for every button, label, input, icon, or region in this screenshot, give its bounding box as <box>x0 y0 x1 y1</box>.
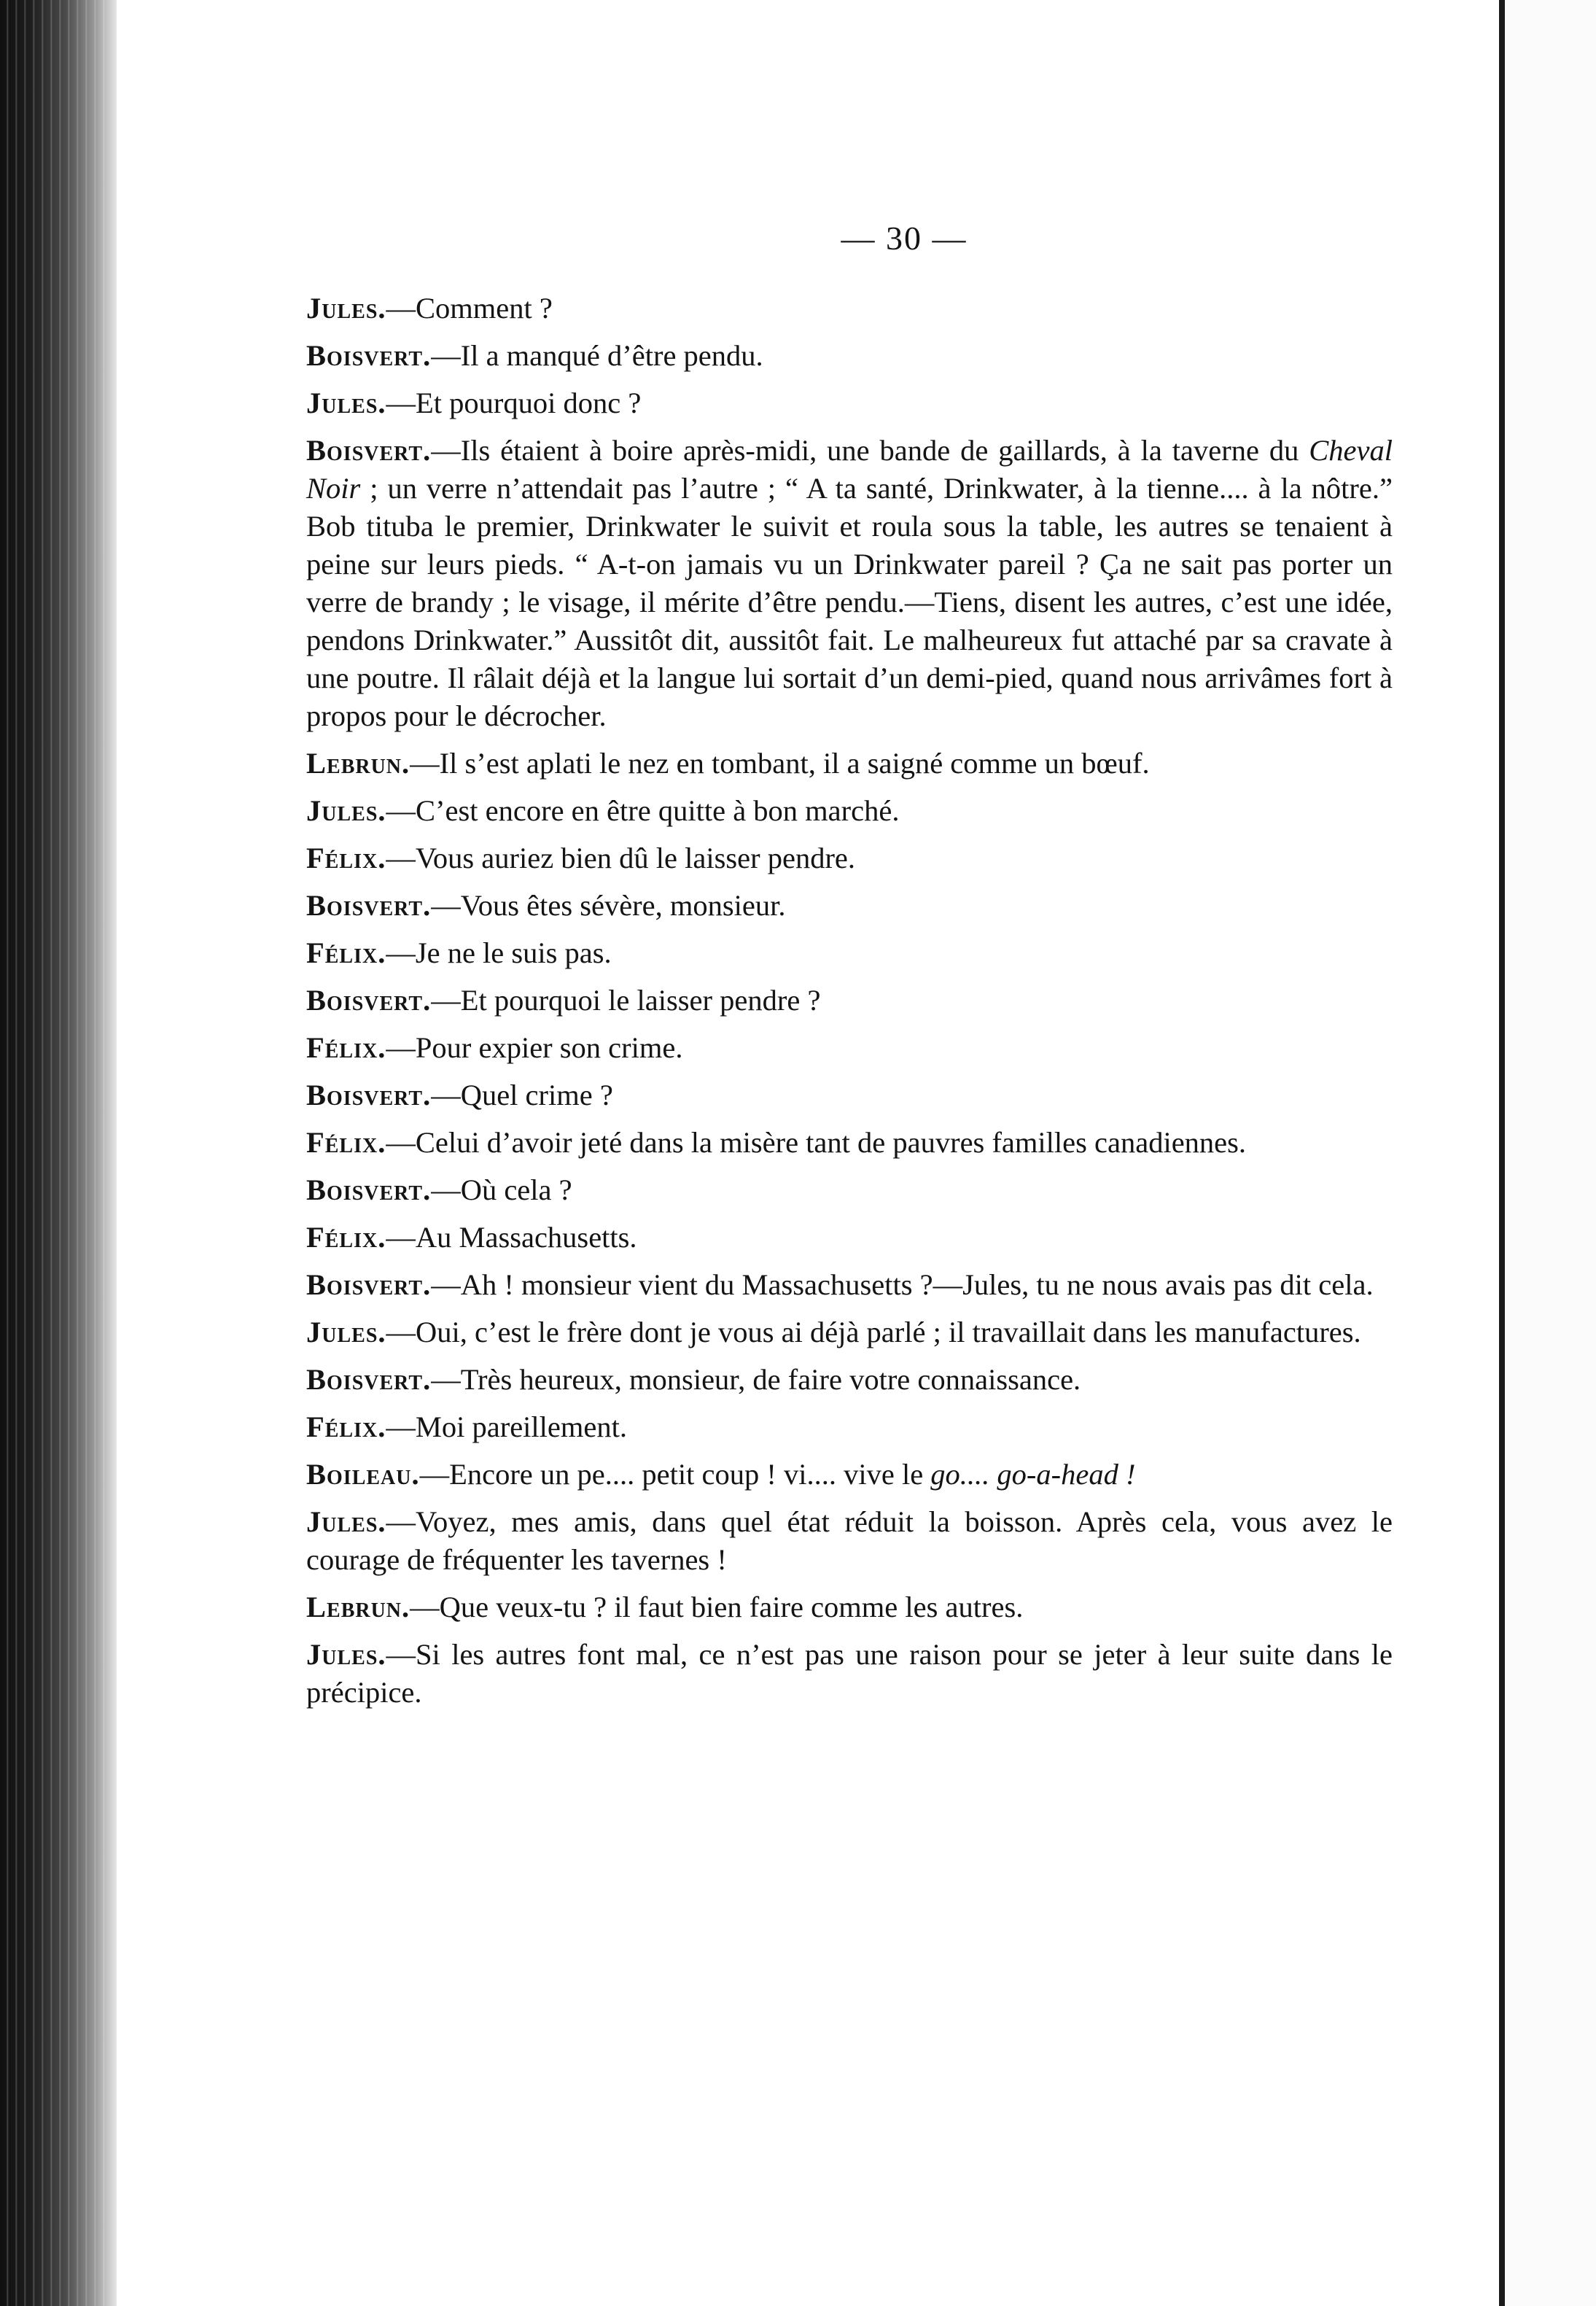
dialogue-line <box>306 1588 1393 1626</box>
speaker-name: Boisvert. <box>306 339 432 372</box>
dialogue-line <box>306 290 1393 327</box>
dialogue-text: —Ils étaient à boire après-midi, une bande de gaillards, à la taverne du <box>431 434 1309 467</box>
speaker-name: Lebrun. <box>306 1591 410 1623</box>
binding-texture <box>0 0 109 2306</box>
speaker-name: Jules. <box>306 1316 386 1348</box>
speaker-name: Jules. <box>306 1638 386 1671</box>
dialogue-text: —Vous auriez bien dû le laisser pendre. <box>386 842 856 874</box>
dialogue-text: —Il a manqué d’être pendu. <box>431 339 763 372</box>
speaker-name: Boileau. <box>306 1458 420 1491</box>
dialogue-line <box>306 1456 1393 1494</box>
dialogue-line <box>306 839 1393 877</box>
dialogue-line <box>306 1266 1393 1304</box>
dialogue-text: —Où cela ? <box>431 1173 572 1206</box>
speaker-name: Félix. <box>306 1221 386 1254</box>
right-margin <box>1505 0 1596 2306</box>
dialogue-line <box>306 1171 1393 1209</box>
dialogue-italic-text: Cheval Noir <box>306 434 1393 505</box>
speaker-name: Jules. <box>306 387 386 419</box>
dialogue-text: —Que veux-tu ? il faut bien faire comme les autres. <box>410 1591 1024 1623</box>
dialogue-line <box>306 1361 1393 1399</box>
dialogue-line <box>306 792 1393 830</box>
dialogue-line <box>306 1313 1393 1351</box>
dialogue-text: —Au Massachusetts. <box>386 1221 637 1254</box>
dialogue-text: —Il s’est aplati le nez en tombant, il a saigné comme un bœuf. <box>410 747 1150 780</box>
dialogue-line <box>306 1076 1393 1114</box>
dialogue-text: —Ah ! monsieur vient du Massachusetts ?—Jules, tu ne nous avais pas dit cela. <box>431 1268 1374 1301</box>
dialogue-line <box>306 1503 1393 1579</box>
dialogue-text: —Pour expier son crime. <box>386 1031 683 1064</box>
dialogue-line <box>306 982 1393 1020</box>
dialogue-text: —Comment ? <box>386 292 553 325</box>
speaker-name: Lebrun. <box>306 747 410 780</box>
dialogue-text: —Celui d’avoir jeté dans la misère tant de pauvres familles canadiennes. <box>386 1126 1247 1159</box>
speaker-name: Félix. <box>306 1031 386 1064</box>
dialogue-text: —Quel crime ? <box>431 1079 613 1111</box>
dialogue-italic-text: go.... go-a-head ! <box>930 1458 1136 1491</box>
dialogue-text: —Et pourquoi le laisser pendre ? <box>431 984 821 1017</box>
dialogue-text: —Je ne le suis pas. <box>386 936 612 969</box>
speaker-name: Félix. <box>306 936 386 969</box>
speaker-name: Félix. <box>306 1126 386 1159</box>
dialogue-line <box>306 1408 1393 1446</box>
speaker-name: Boisvert. <box>306 1079 432 1111</box>
dialogue-text: —Et pourquoi donc ? <box>386 387 642 419</box>
right-page-edge-rule <box>1499 0 1505 2306</box>
dialogue-text: ; un verre n’attendait pas l’autre ; “ A ta santé, Drinkwater, à la tienne.... à la nôtre.” Bob titubа le premier, Drinkwater le suivit et roula sous la table, les autres se tenaient à peine sur leurs pieds. “ A-t-on jamais vu un Drinkwater pareil ? Ça ne sait pas porter un verre de brandy ; le visage, il mérite d’être pendu.—Tiens, disent les autres, c’est une idée, pendons Drinkwater.” Aussitôt dit, aussitôt fait. Le malheureux fut attaché par sa cravate à une poutre. Il râlait déjà et la langue lui sortait d’un demi-pied, quand nous arrivâmes fort à propos pour le décrocher. <box>306 472 1393 732</box>
dialogue-text: —Moi pareillement. <box>386 1410 628 1443</box>
dialogue-line <box>306 337 1393 375</box>
dialogue-line <box>306 1636 1393 1712</box>
speaker-name: Boisvert. <box>306 889 432 922</box>
speaker-name: Jules. <box>306 794 386 827</box>
speaker-name: Félix. <box>306 842 386 874</box>
speaker-name: Félix. <box>306 1410 386 1443</box>
speaker-name: Boisvert. <box>306 434 432 467</box>
dialogue-line <box>306 1219 1393 1257</box>
dialogue-text: —Si les autres font mal, ce n’est pas une raison pour se jeter à leur suite dans le précipice. <box>306 1638 1393 1709</box>
speaker-name: Boisvert. <box>306 1363 432 1396</box>
dialogue-text: —Voyez, mes amis, dans quel état réduit la boisson. Après cela, vous avez le courage de fréquenter les tavernes ! <box>306 1505 1393 1576</box>
dialogue-text: —Oui, c’est le frère dont je vous ai déjà parlé ; il travaillait dans les manufactures. <box>386 1316 1361 1348</box>
dialogue-line <box>306 1029 1393 1067</box>
page-body <box>306 219 1393 1721</box>
speaker-name: Jules. <box>306 292 386 325</box>
dialogue-text: —Encore un pe.... petit coup ! vi.... vive le <box>419 1458 931 1491</box>
speaker-name: Boisvert. <box>306 1268 432 1301</box>
speaker-name: Boisvert. <box>306 984 432 1017</box>
dialogue-text: —C’est encore en être quitte à bon marché. <box>386 794 900 827</box>
dialogue-text: —Vous êtes sévère, monsieur. <box>431 889 786 922</box>
dialogue-line <box>306 1124 1393 1162</box>
dialogue-line <box>306 934 1393 972</box>
page-number: — 30 — <box>841 220 968 257</box>
dialogue-line <box>306 887 1393 925</box>
dialogue-line <box>306 745 1393 783</box>
dialogue-line <box>306 432 1393 735</box>
dialogue-text: —Très heureux, monsieur, de faire votre connaissance. <box>431 1363 1081 1396</box>
dialogue-line <box>306 384 1393 422</box>
speaker-name: Boisvert. <box>306 1173 432 1206</box>
speaker-name: Jules. <box>306 1505 386 1538</box>
